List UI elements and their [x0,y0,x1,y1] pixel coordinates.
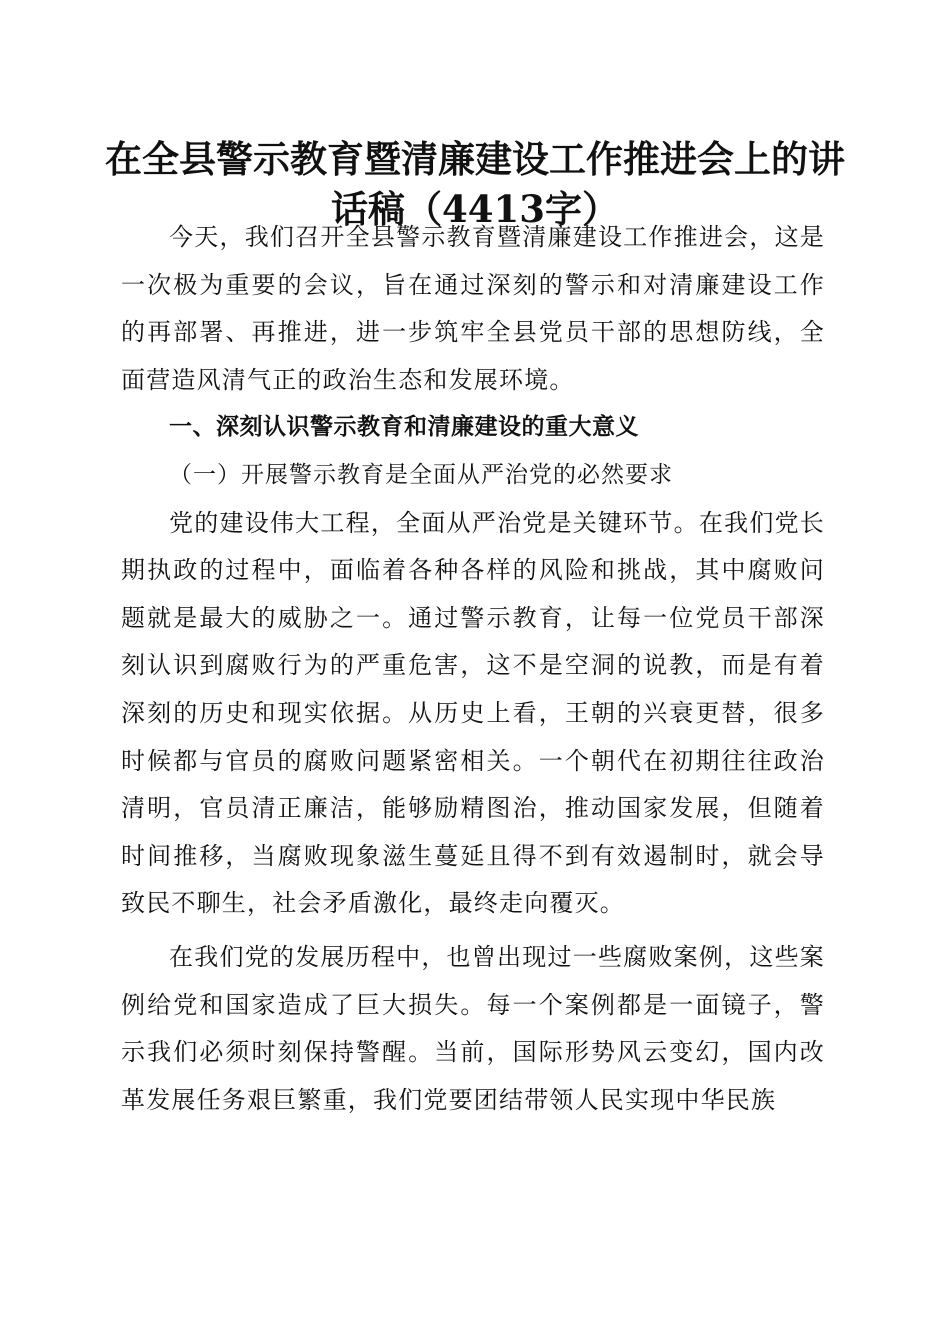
body-paragraph-2: 在我们党的发展历程中，也曾出现过一些腐败案例，这些案例给党和国家造成了巨大损失。每一个案例都是一面镜子，警示我们必须时刻保持警醒。当前，国际形势风云变幻，国内改革发展任务艰巨繁重，我们党要团结带领人民实现中华民族 [121,942,825,1114]
title-line-1: 在全县警示教育暨清廉建设工作推进会上的讲 [105,137,845,181]
body-paragraph-1: 党的建设伟大工程，全面从严治党是关键环节。在我们党长期执政的过程中，面临着各种各样的风险和挑战，其中腐败问题就是最大的威胁之一。通过警示教育，让每一位党员干部深刻认识到腐败行为的严重危害，这不是空洞的说教，而是有着深刻的历史和现实依据。从历史上看，王朝的兴衰更替，很多时候都与官员的腐败问题紧密相关。一个朝代在初期往往政治清明，官员清正廉洁，能够励精图治，推动国家发展，但随着时间推移，当腐败现象滋生蔓延且得不到有效遏制时，就会导致民不聊生，社会矛盾激化，最终走向覆灭。 [121,508,825,918]
document-body [121,214,825,1124]
title-line-2: 话稿（4413字） [331,187,619,231]
section-heading-1: 一、深刻认识警示教育和清廉建设的重大意义 [169,414,639,441]
subsection-heading-1: （一）开展警示教育是全面从严治党的必然要求 [169,461,673,488]
intro-paragraph: 今天，我们召开全县警示教育暨清廉建设工作推进会，这是一次极为重要的会议，旨在通过深刻的警示和对清廉建设工作的再部署、再推进，进一步筑牢全县党员干部的思想防线，全面营造风清气正的政治生态和发展环境。 [121,223,825,394]
